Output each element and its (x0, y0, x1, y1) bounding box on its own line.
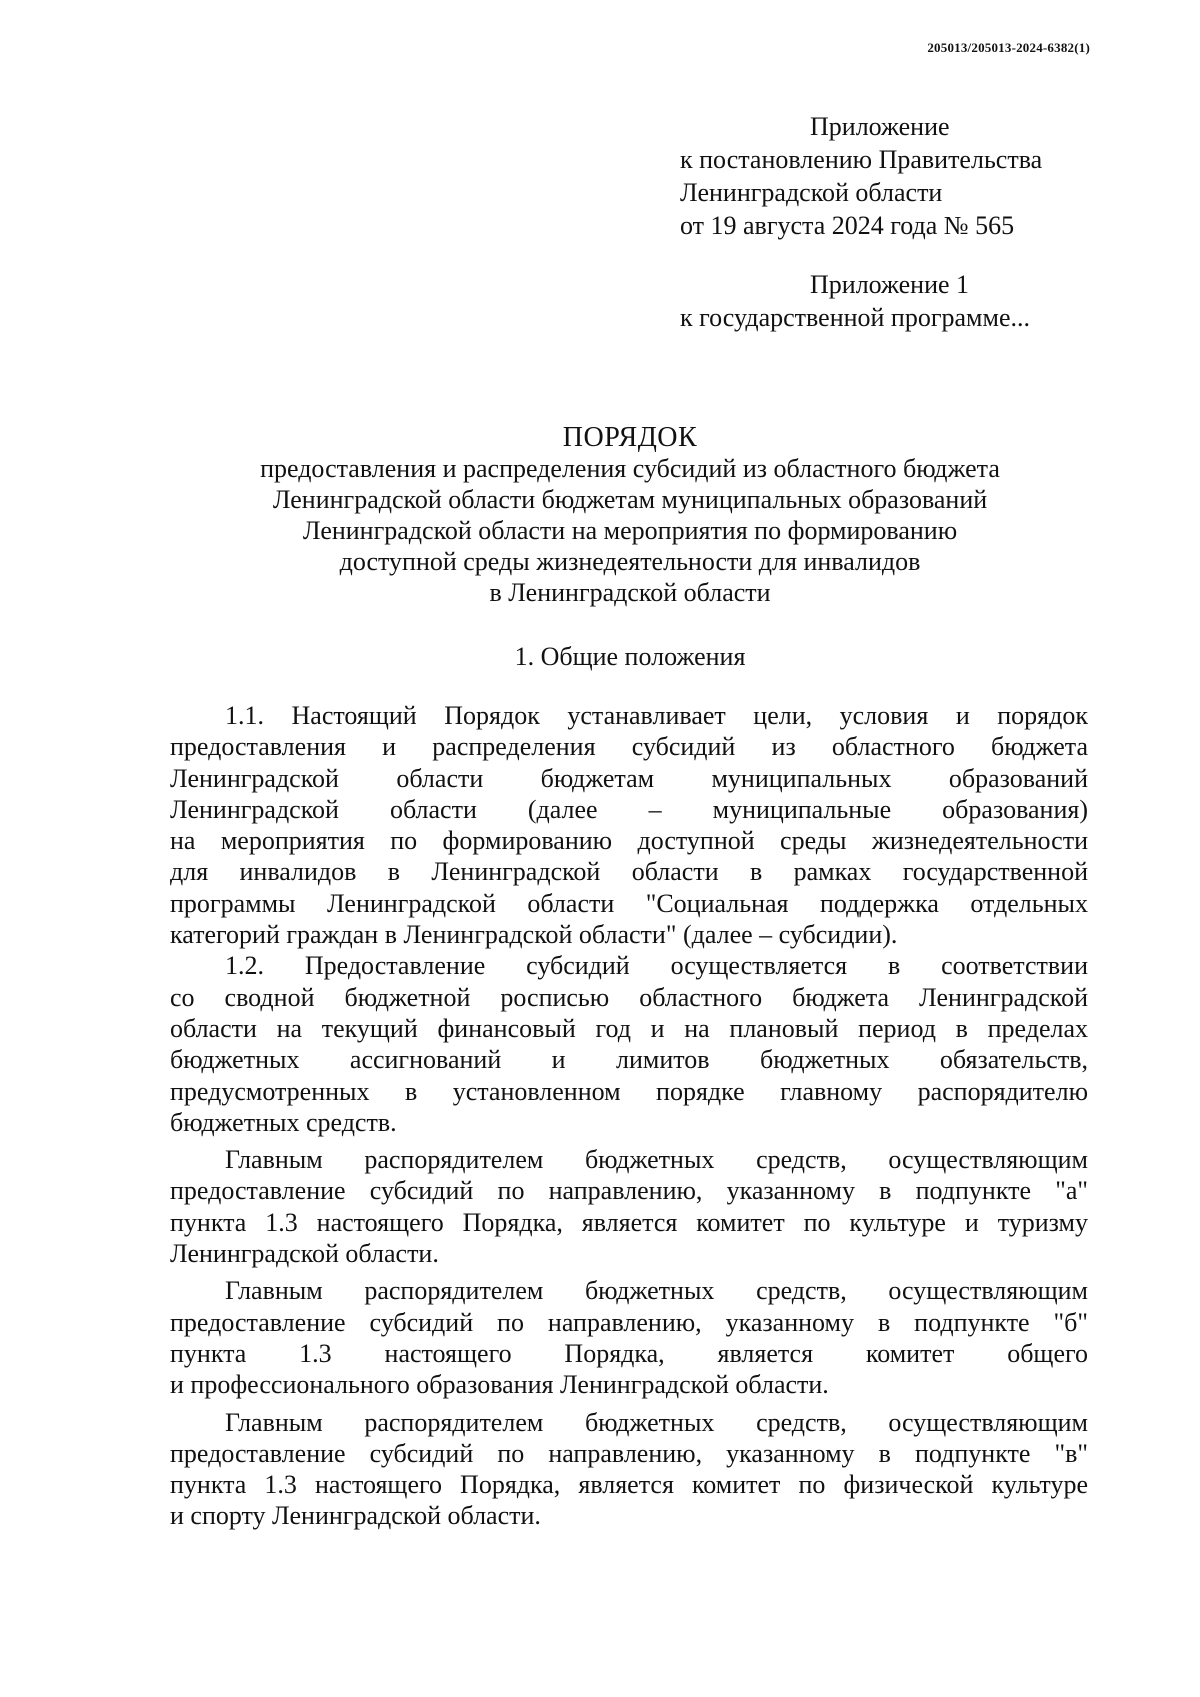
paragraph-line: 1.2. Предоставление субсидий осуществляется в соответствии (225, 951, 1088, 981)
document-subtitle-line: Ленинградской области бюджетам муниципальных образований (272, 485, 988, 514)
appendix-header (680, 110, 1042, 242)
paragraph-line: пункта 1.3 настоящего Порядка, является комитет по физической культуре (170, 1470, 1088, 1500)
document-subtitle-line: в Ленинградской области (489, 578, 771, 607)
paragraph (170, 1407, 1088, 1532)
paragraph (170, 1144, 1088, 1269)
paragraph-line: предоставление субсидий по направлению, указанному в подпункте "б" (170, 1307, 1088, 1337)
paragraph (170, 700, 1088, 950)
document-subtitle-line: доступной среды жизнедеятельности для инвалидов (339, 547, 921, 576)
paragraph-line: бюджетных средств. (170, 1107, 397, 1137)
appendix-date-line: от 19 августа 2024 года № 565 (680, 211, 1015, 240)
paragraph-line: Ленинградской области. (170, 1239, 439, 1269)
document-body (170, 700, 1088, 1532)
paragraph-line: 1.1. Настоящий Порядок устанавливает цели, условия и порядок (225, 701, 1088, 730)
document-title-block (170, 422, 1090, 608)
appendix-line: Ленинградской области (680, 178, 943, 207)
paragraph-line: Главным распорядителем бюджетных средств, осуществляющим (225, 1276, 1088, 1306)
appendix-title: Приложение (810, 112, 950, 141)
paragraph-line: Ленинградской области бюджетам муниципальных образований (170, 763, 1088, 793)
paragraph-line: предусмотренных в установленном порядке главному распорядителю (170, 1076, 1088, 1106)
paragraph-line: и спорту Ленинградской области. (170, 1501, 541, 1531)
paragraph-line: Ленинградской области (далее – муниципальные образования) (170, 794, 1088, 824)
section-heading: 1. Общие положения (514, 642, 746, 671)
document-subtitle-line: Ленинградской области на мероприятия по формированию (302, 516, 958, 545)
paragraph (170, 950, 1088, 1138)
document-id: 205013/205013-2024-6382(1) (927, 40, 1090, 55)
paragraph-line: Главным распорядителем бюджетных средств, осуществляющим (225, 1407, 1088, 1437)
paragraph-line: бюджетных ассигнований и лимитов бюджетных обязательств, (170, 1045, 1088, 1075)
paragraph-line: пункта 1.3 настоящего Порядка, является комитет общего (170, 1338, 1088, 1368)
paragraph-line: категорий граждан в Ленинградской области" (далее – субсидии). (170, 920, 898, 950)
paragraph-line: предоставление субсидий по направлению, указанному в подпункте "а" (170, 1176, 1088, 1206)
appendix-line: к постановлению Правительства (680, 145, 1043, 174)
paragraph-line: на мероприятия по формированию доступной среды жизнедеятельности (170, 826, 1088, 856)
paragraph (170, 1275, 1088, 1400)
paragraph-line: области на текущий финансовый год и на плановый период в пределах (170, 1013, 1088, 1043)
appendix-program-line: к государственной программе... (680, 303, 1030, 332)
paragraph-line: программы Ленинградской области "Социальная поддержка отдельных (170, 888, 1088, 918)
paragraph-line: пункта 1.3 настоящего Порядка, является комитет по культуре и туризму (170, 1207, 1088, 1237)
paragraph-line: для инвалидов в Ленинградской области в рамках государственной (170, 857, 1088, 887)
paragraph-line: и профессионального образования Ленинградской области. (170, 1370, 829, 1400)
paragraph-line: со сводной бюджетной росписью областного бюджета Ленинградской (170, 982, 1088, 1012)
document-title: ПОРЯДОК (562, 422, 698, 453)
document-subtitle-line: предоставления и распределения субсидий из областного бюджета (260, 454, 1000, 483)
appendix-program-title: Приложение 1 (810, 270, 970, 299)
paragraph-line: Главным распорядителем бюджетных средств, осуществляющим (225, 1145, 1088, 1175)
paragraph-line: предоставление субсидий по направлению, указанному в подпункте "в" (170, 1438, 1088, 1468)
paragraph-line: предоставления и распределения субсидий из областного бюджета (170, 732, 1088, 762)
appendix-program-header (680, 268, 1030, 334)
